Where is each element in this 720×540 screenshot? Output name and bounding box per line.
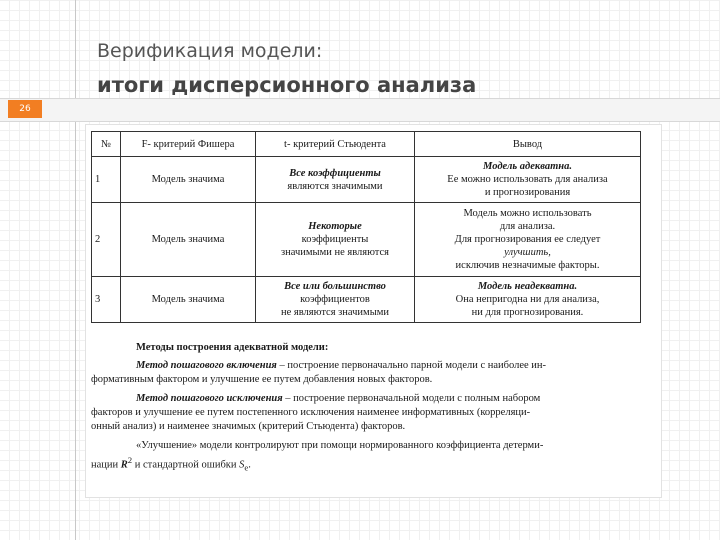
conclusion-line: Для прогнозирования ее следует	[454, 234, 601, 245]
student-line: коэффициенты	[301, 234, 369, 245]
conclusion-line: улучшить,	[504, 247, 551, 258]
paragraph-text: и стандартной ошибки	[132, 459, 240, 471]
header-student: t- критерий Стьюдента	[256, 132, 415, 157]
method-term: Метод пошагового включения	[136, 360, 277, 371]
table-row	[92, 203, 641, 277]
paragraph-line	[91, 392, 653, 406]
se-subscript: e	[244, 462, 249, 473]
row-number: 3	[92, 277, 121, 323]
r2-superscript: 2	[127, 455, 133, 465]
student-line: Все коэффициенты	[289, 167, 381, 179]
paragraph-text: нации	[91, 459, 121, 471]
se-symbol: S	[239, 459, 245, 471]
student-line: значимыми не являются	[280, 247, 390, 258]
method-term: Метод пошагового исключения	[136, 393, 283, 404]
fisher-cell: Модель значима	[121, 157, 256, 203]
slide-title-line1: Верификация модели:	[97, 40, 323, 62]
student-cell	[256, 277, 415, 323]
slide-left-rule	[75, 0, 76, 540]
table-row	[92, 157, 641, 203]
conclusion-line: и прогнозирования	[484, 187, 571, 198]
improvement-note	[91, 439, 653, 475]
conclusion-cell	[415, 277, 641, 323]
conclusion-cell	[415, 203, 641, 277]
paragraph-line	[91, 453, 653, 475]
student-line: коэффициентов	[300, 294, 370, 305]
paragraph-line: «Улучшение» модели контролируют при помощи нормированного коэффициента детерми-	[136, 440, 544, 451]
conclusion-line: Модель неадекватна.	[477, 281, 578, 292]
header-conclusion: Вывод	[415, 132, 641, 157]
row-number: 2	[92, 203, 121, 277]
scanned-content	[85, 124, 662, 498]
conclusion-line: Она непригодна ни для анализа,	[455, 294, 600, 305]
table-row	[92, 277, 641, 323]
methods-heading: Методы построения адекватной модели:	[136, 342, 329, 353]
student-line: являются значимыми	[287, 180, 383, 192]
paragraph-line: онный анализ) и наименее значимых (критерий Стьюдента) факторов.	[91, 421, 406, 432]
anova-results-table	[91, 131, 641, 323]
conclusion-line: Модель можно использовать	[463, 208, 592, 219]
fisher-cell: Модель значима	[121, 203, 256, 277]
r2-symbol: R	[120, 459, 128, 471]
paragraph-line: факторов и улучшение ее путем постепенного исключения наименее информативных (корреляци-	[91, 407, 531, 418]
methods-section	[91, 341, 653, 480]
student-cell	[256, 203, 415, 277]
method-stepwise-exclusion	[91, 392, 653, 434]
student-line: не являются значимыми	[280, 307, 390, 318]
student-line: Некоторые	[308, 221, 362, 232]
paragraph-text: – построение первоначально парной модели с наиболее ин-	[276, 360, 547, 371]
paragraph-line	[91, 359, 653, 373]
conclusion-cell	[415, 157, 641, 203]
method-stepwise-inclusion	[91, 359, 653, 387]
paragraph-text: – построение первоначальной модели с полным набором	[282, 393, 541, 404]
header-fisher: F- критерий Фишера	[121, 132, 256, 157]
conclusion-line: Модель адекватна.	[483, 161, 572, 172]
conclusion-line: для анализа.	[499, 221, 556, 232]
fisher-cell: Модель значима	[121, 277, 256, 323]
slide-title-line2: итоги дисперсионного анализа	[97, 73, 477, 97]
paragraph-line: формативным фактором и улучшение ее путем добавления новых факторов.	[91, 374, 433, 385]
slide-number-badge: 26	[8, 100, 42, 118]
row-number: 1	[92, 157, 121, 203]
conclusion-line: исключив незначимые факторы.	[455, 260, 600, 271]
student-line: Все или большинство	[284, 281, 386, 292]
student-cell	[256, 157, 415, 203]
header-number: №	[92, 132, 121, 157]
table-header-row	[92, 132, 641, 157]
conclusion-line: Ее можно использовать для анализа	[447, 174, 608, 185]
slide-header-band	[0, 98, 720, 122]
conclusion-line: ни для прогнозирования.	[471, 307, 584, 318]
paragraph-text: .	[248, 459, 251, 471]
